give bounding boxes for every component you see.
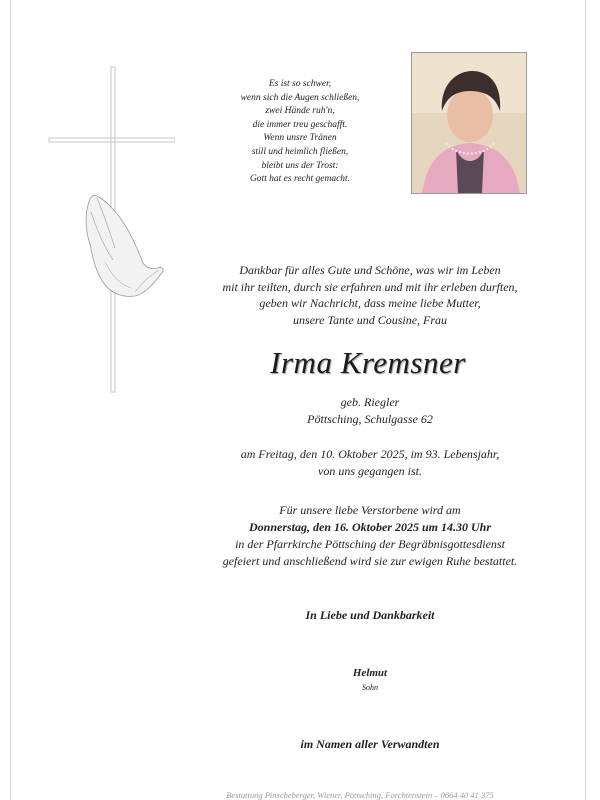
intro-line: Dankbar für alles Gute und Schöne, was wir im Leben [239, 263, 501, 277]
address: Pöttsching, Schulgasse 62 [307, 412, 433, 426]
relatives-line: im Namen aller Verwandten [300, 737, 440, 751]
mourner-relation: Sohn [362, 683, 378, 692]
portrait-photo [411, 52, 527, 194]
funeral-date: Donnerstag, den 16. Oktober 2025 um 14.30 Uhr [248, 520, 492, 534]
funeral-line: in der Pfarrkirche Pöttsching der Begräbnisgottesdienst [235, 537, 505, 551]
death-info [200, 446, 540, 480]
death-line: von uns gegangen ist. [318, 464, 422, 478]
poem [205, 78, 395, 187]
poem-line: die immer treu geschafft. [252, 119, 348, 130]
poem-line: Es ist so schwer, [268, 79, 332, 89]
cross-icon [45, 62, 175, 397]
poem-line: still und heimlich fließen, [251, 146, 349, 157]
funeral-info [160, 502, 580, 570]
footer-imprint: Bestattung Pinscheberger, Wiener, Pöttsching, Forchtenstein – 0664 40 41 375 [226, 790, 494, 800]
intro-line: geben wir Nachricht, dass meine liebe Mutter, [259, 296, 481, 310]
mourner-name: Helmut [352, 667, 388, 679]
closing-phrase: In Liebe und Dankbarkeit [305, 608, 435, 622]
poem-line: zwei Hände ruh'n, [265, 106, 335, 117]
funeral-line: gefeiert und anschließend wird sie zur ewigen Ruhe bestattet. [222, 554, 518, 568]
poem-line: bleibt uns der Trost: [261, 160, 339, 171]
poem-line: Wenn unsre Tränen [263, 133, 337, 144]
poem-line: wenn sich die Augen schließen, [240, 92, 360, 103]
death-line: am Freitag, den 10. Oktober 2025, im 93. Lebensjahr, [240, 447, 500, 461]
intro-line: unsere Tante und Cousine, Frau [292, 312, 448, 327]
intro-text [200, 262, 540, 328]
deceased-name: Irma Kremsner [270, 345, 466, 380]
intro-line: mit ihr teilten, durch sie erfahren und mit ihr erleben durften, [222, 279, 518, 294]
birth-info [200, 394, 540, 428]
praying-hands-icon [86, 195, 163, 296]
birth-name: geb. Riegler [340, 395, 400, 409]
poem-line: Gott hat es recht gemacht. [249, 174, 351, 185]
funeral-line: Für unsere liebe Verstorbene wird am [279, 503, 461, 517]
